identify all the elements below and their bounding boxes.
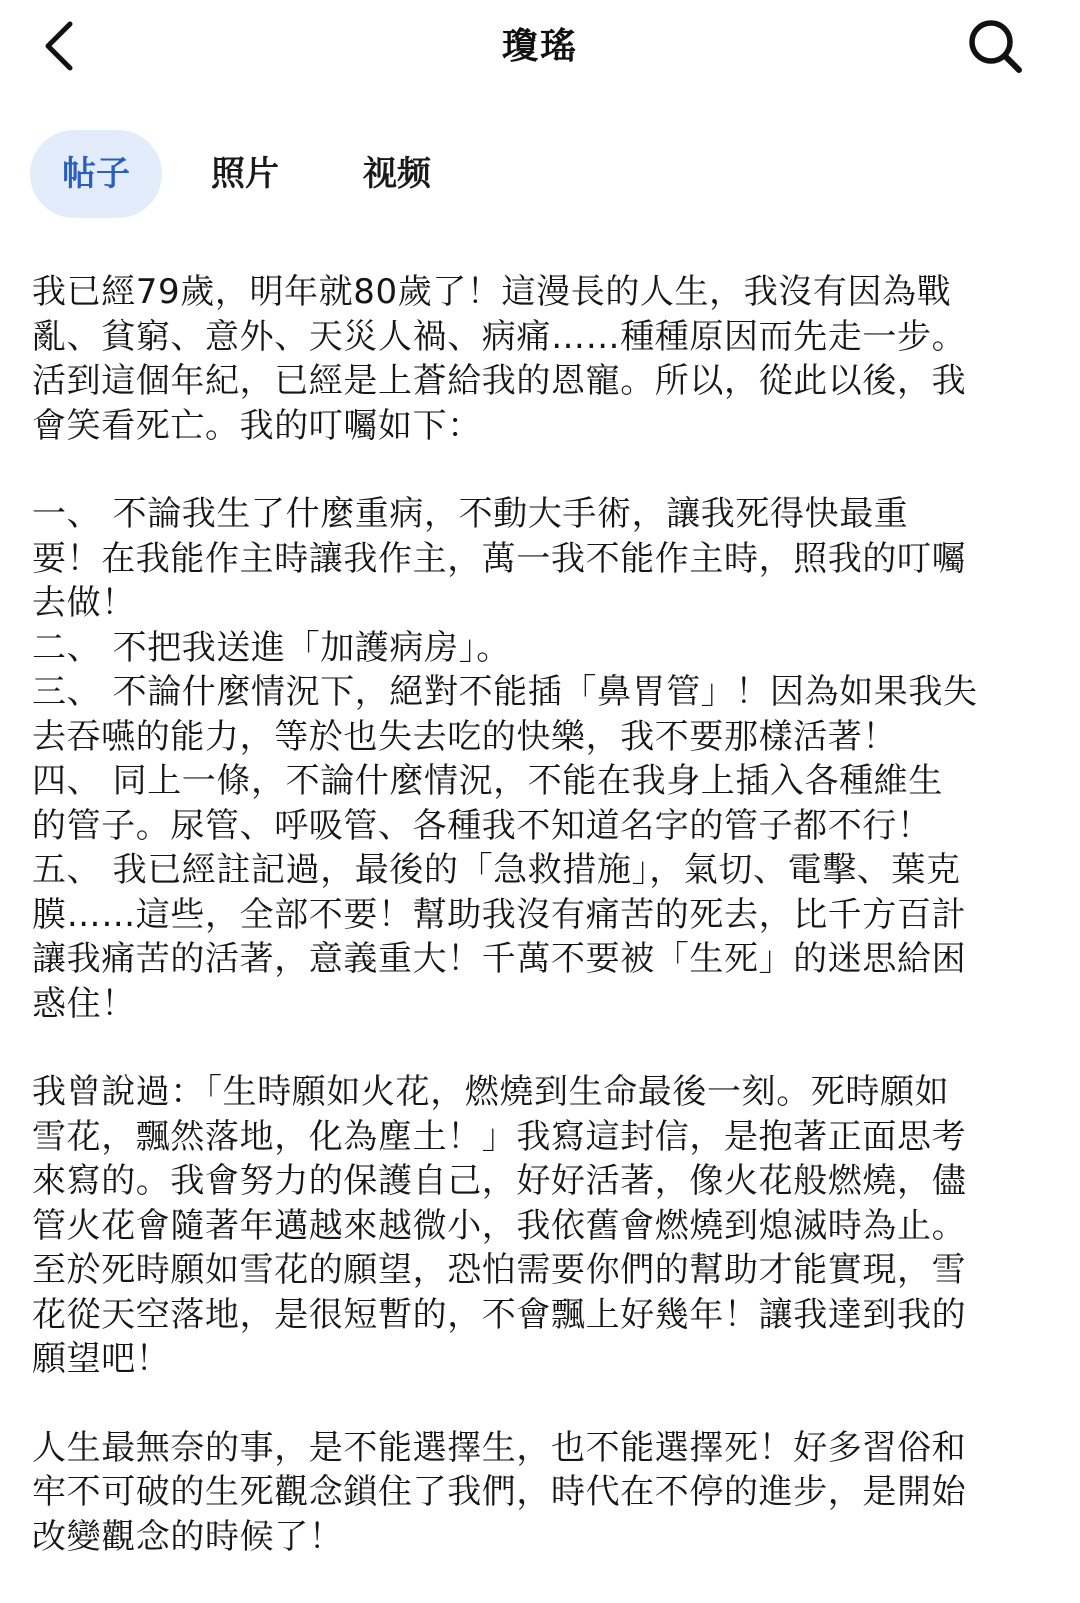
- post-text-line: 來寫的。我會努力的保護自己，好好活著，像火花般燃燒，儘: [32, 1161, 967, 1201]
- page-title: 瓊瑤: [501, 26, 578, 67]
- post-text-line: 亂、貧窮、意外、天災人禍、病痛……種種原因而先走一步。: [32, 316, 967, 357]
- post-text-line: 膜……這些，全部不要！幫助我沒有痛苦的死去，比千方百計: [32, 894, 967, 935]
- post-body: [32, 270, 1052, 1603]
- tab-posts[interactable]: 帖子: [30, 130, 162, 218]
- post-paragraph: [32, 492, 1052, 1026]
- post-text-line: 五、 我已經註記過，最後的「急救措施」，氣切、電擊、葉克: [32, 850, 961, 890]
- post-text-line: 至於死時願如雪花的願望，恐怕需要你們的幫助才能實現，雪: [32, 1250, 967, 1290]
- post-text-line: 二、 不把我送進「加護病房」。: [32, 627, 511, 668]
- post-text-line: 讓我痛苦的活著，意義重大！千萬不要被「生死」的迷思給困: [32, 939, 967, 979]
- post-paragraph: [32, 270, 1052, 448]
- post-text-line: 去做！: [32, 583, 136, 623]
- search-icon: [964, 14, 1028, 78]
- post-text-line: 管火花會隨著年邁越來越微小，我依舊會燃燒到熄滅時為止。: [32, 1205, 967, 1246]
- post-text-line: 要！在我能作主時讓我作主，萬一我不能作主時，照我的叮囑: [32, 538, 967, 579]
- tab-videos[interactable]: 视频: [363, 154, 431, 194]
- post-paragraph: [32, 1070, 1052, 1382]
- post-text-line: 雪花，飄然落地，化為塵土！」我寫這封信，是抱著正面思考: [32, 1116, 967, 1157]
- post-text-line: 花從天空落地，是很短暫的，不會飄上好幾年！讓我達到我的: [32, 1294, 967, 1335]
- post-text-line: 願望吧！: [32, 1339, 171, 1379]
- post-paragraph: [32, 1426, 1052, 1560]
- post-text-line: 我曾說過：「生時願如火花，燃燒到生命最後一刻。死時願如: [32, 1072, 950, 1112]
- post-text-line: 會笑看死亡。我的叮囑如下：: [32, 405, 482, 446]
- post-text-line: 活到這個年紀，已經是上蒼給我的恩寵。所以，從此以後，我: [32, 361, 967, 401]
- post-text-line: 牢不可破的生死觀念鎖住了我們，時代在不停的進步，是開始: [32, 1472, 967, 1512]
- tab-photos[interactable]: 照片: [211, 154, 279, 194]
- post-text-line: 的管子。尿管、呼吸管、各種我不知道名字的管子都不行！: [32, 805, 932, 846]
- search-button[interactable]: [964, 14, 1028, 78]
- post-text-line: 惑住！: [32, 983, 136, 1024]
- top-bar: [0, 0, 1080, 96]
- post-text-line: 改變觀念的時候了！: [32, 1516, 344, 1557]
- post-text-line: 我已經79歲，明年就80歲了！這漫長的人生，我沒有因為戰: [32, 272, 952, 312]
- post-text-line: 去吞嚥的能力，等於也失去吃的快樂，我不要那樣活著！: [32, 716, 897, 757]
- post-text-line: 人生最無奈的事，是不能選擇生，也不能選擇死！好多習俗和: [32, 1427, 967, 1468]
- post-text-line: 四、 同上一條，不論什麼情況，不能在我身上插入各種維生: [32, 761, 944, 801]
- post-text-line: 三、 不論什麼情況下，絕對不能插「鼻胃管」！因為如果我失: [32, 672, 978, 712]
- post-text-line: 一、 不論我生了什麼重病，不動大手術，讓我死得快最重: [32, 494, 909, 534]
